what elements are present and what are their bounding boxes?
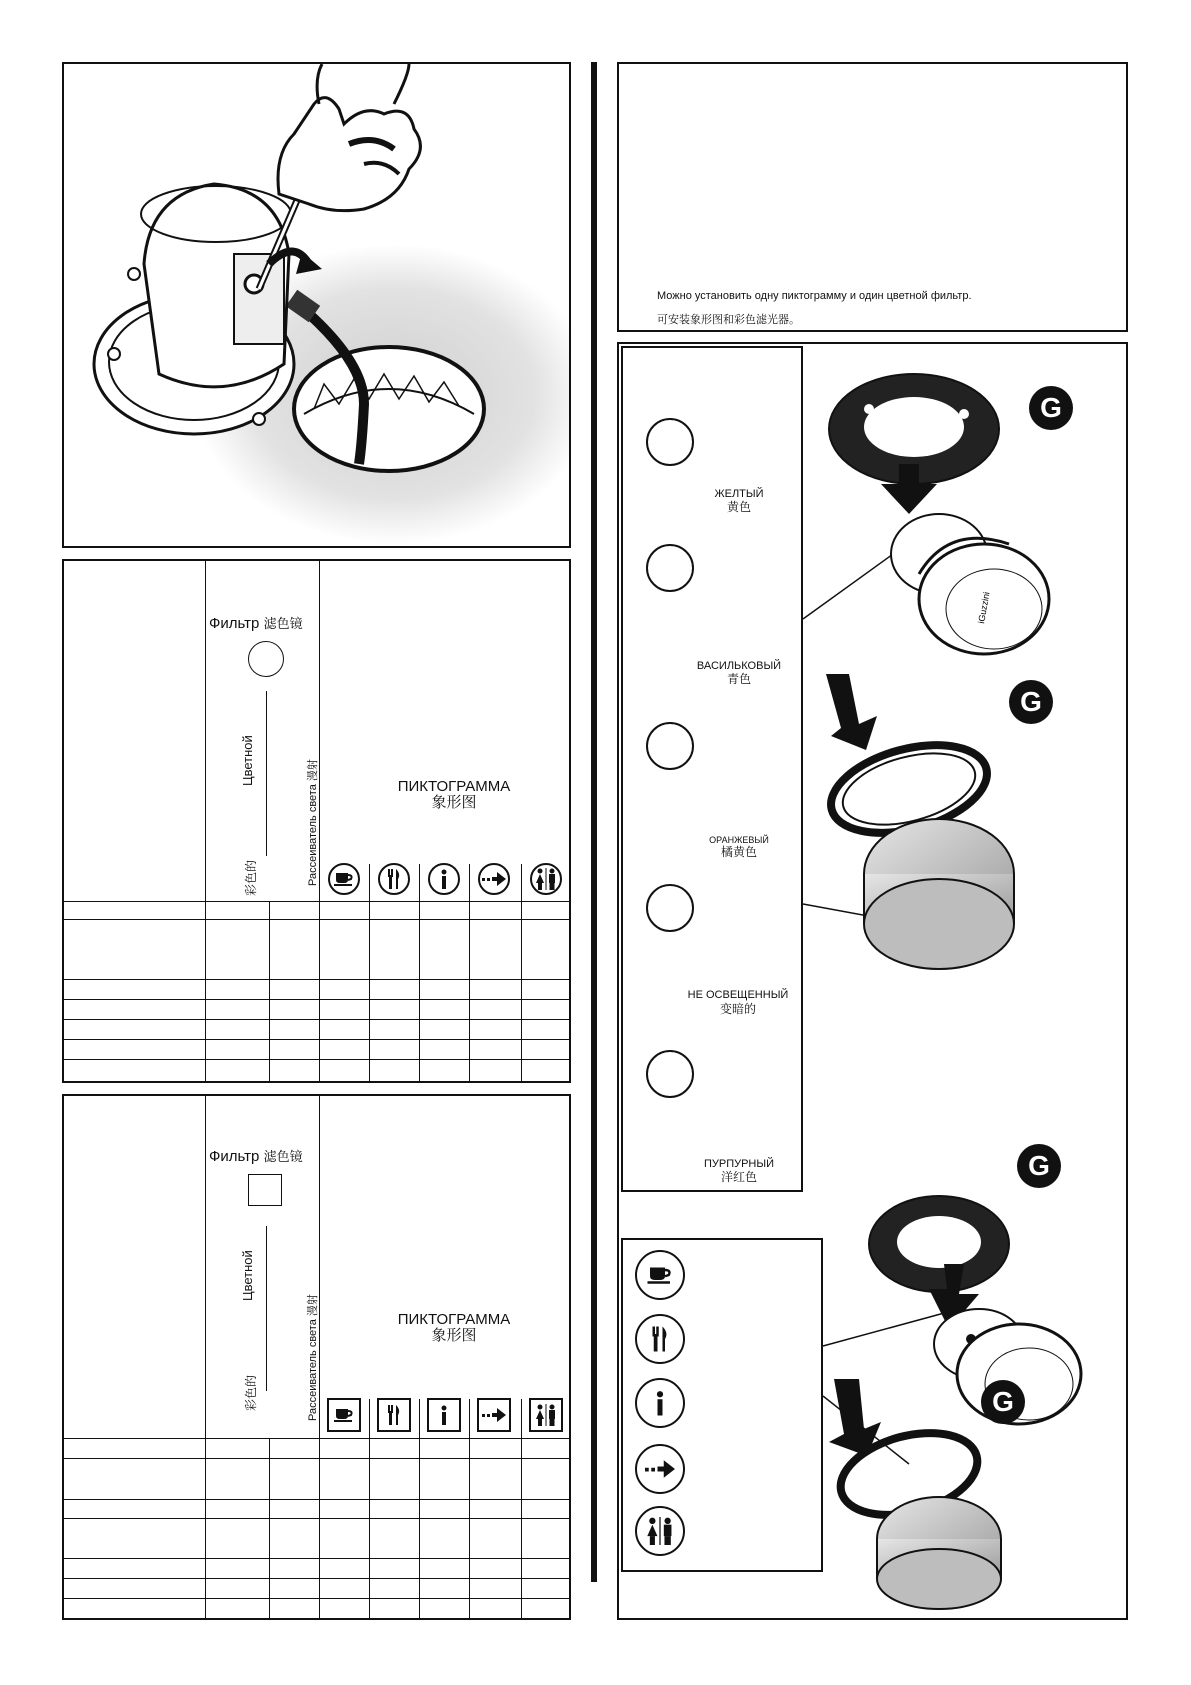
diffuser-label-ru: Рассеиватель света: [307, 1319, 319, 1421]
color-unlit-zh: 变暗的: [719, 1002, 756, 1016]
pictogram-header: [364, 1312, 544, 1344]
note-text-ru: Можно установить одну пиктограмму и один цветной фильтр.: [657, 290, 972, 302]
filter-label-zh: 滤色镜: [263, 616, 303, 631]
filter-header: [209, 1146, 303, 1165]
color-unlit-ru: НЕ ОСВЕЩЕННЫЙ: [687, 989, 789, 1001]
cutlery-icon: [378, 863, 410, 895]
diffuser-label-zh: 漫射: [307, 759, 319, 782]
cutlery-icon: [377, 1398, 411, 1432]
svg-text:iGuzzini: iGuzzini: [976, 591, 992, 625]
filter-assembly-illustration: [619, 344, 1126, 1618]
callout-g: G: [1009, 680, 1053, 724]
cup-icon: [328, 863, 360, 895]
round-filter-table: [62, 559, 571, 1083]
pictogram-header-zh: 象形图: [431, 1327, 477, 1344]
pictogram-header-zh: 象形图: [431, 794, 477, 811]
filter-label-zh: 滤色镜: [263, 1149, 303, 1164]
colored-label-zh: 彩色的: [244, 1374, 258, 1411]
filter-label-ru: Фильтр: [209, 615, 260, 632]
note-text-zh: 可安装象形图和彩色滤光器。: [657, 314, 800, 326]
diffuser-label-ru: Рассеиватель света: [307, 784, 319, 886]
colored-label-zh: 彩色的: [244, 859, 258, 896]
column-divider: [591, 62, 597, 1582]
color-yellow-ru: ЖЕЛТЫЙ: [714, 488, 764, 500]
callout-g: G: [1017, 1144, 1061, 1188]
toilet-icon: [529, 1398, 563, 1432]
pictogram-header-ru: ПИКТОГРАММА: [397, 778, 511, 795]
installation-illustration-frame: [62, 62, 571, 548]
colored-label-ru: Цветной: [240, 1250, 255, 1301]
info-icon: [428, 863, 460, 895]
assembly-frame: [617, 342, 1128, 1620]
info-icon: [427, 1398, 461, 1432]
pictogram-header-ru: ПИКТОГРАММА: [397, 1311, 511, 1328]
color-orange-zh: 橘黄色: [720, 845, 757, 859]
round-filter-symbol: [248, 641, 284, 677]
color-cornflower-zh: 青色: [726, 672, 751, 686]
diffuser-label-zh: 漫射: [307, 1294, 319, 1317]
note-frame: [617, 62, 1128, 332]
pictogram-header: [364, 779, 544, 811]
arrow-icon: [478, 863, 510, 895]
color-magenta-zh: 洋红色: [720, 1170, 757, 1184]
diffuser-label: [304, 759, 320, 886]
arrow-icon: [477, 1398, 511, 1432]
diffuser-label: [304, 1294, 320, 1421]
callout-g: G: [1029, 386, 1073, 430]
filter-label-ru: Фильтр: [209, 1148, 260, 1165]
color-orange-ru: ОРАНЖЕВЫЙ: [709, 835, 769, 845]
callout-g: G: [981, 1380, 1025, 1424]
toilet-icon: [530, 863, 562, 895]
colored-label-ru: Цветной: [240, 735, 255, 786]
color-cornflower-ru: ВАСИЛЬКОВЫЙ: [696, 660, 782, 672]
square-filter-table: [62, 1094, 571, 1620]
cup-icon: [327, 1398, 361, 1432]
filter-header: [209, 613, 303, 632]
screwdriver-installation-illustration: [64, 64, 569, 546]
color-yellow-zh: 黄色: [726, 500, 751, 514]
color-magenta-ru: ПУРПУРНЫЙ: [703, 1158, 775, 1170]
square-filter-symbol: [248, 1174, 282, 1206]
